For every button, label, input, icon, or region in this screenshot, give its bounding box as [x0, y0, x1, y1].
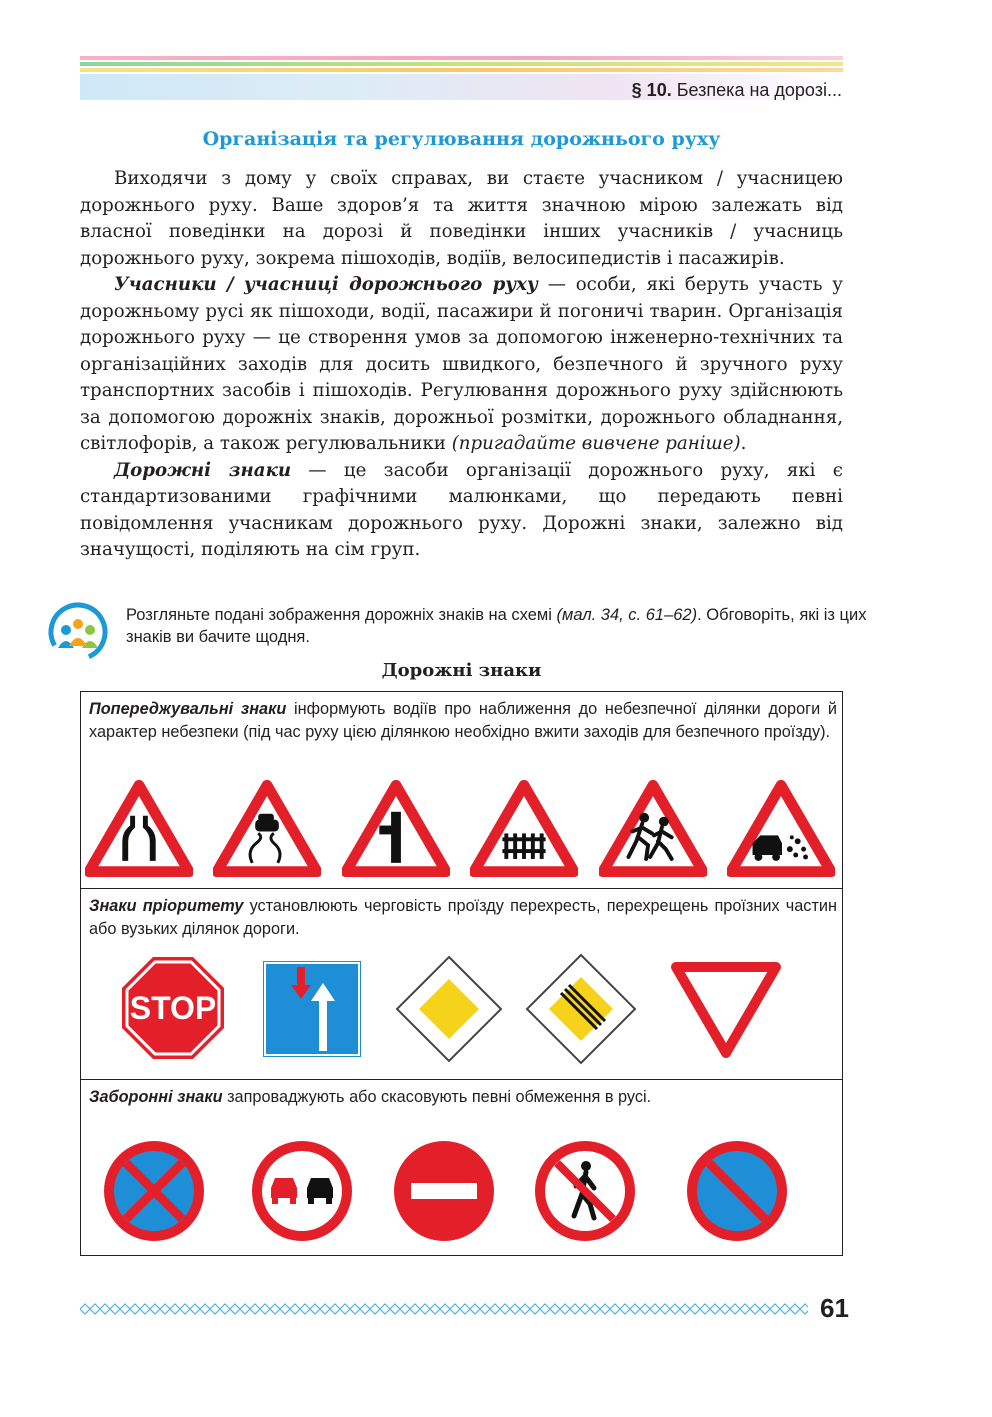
- paragraph-2-text: — особи, які беруть участь у дорожньому русі як пішоходи, водії, пасажири й погоничі тварин. Організація дорожнього руху — це створення умов за допомогою інженерно-технічних та організаційних заходів для досить швидкого, безпечного й зручного руху транспортних засобів і пішоходів. Регулювання дорожнього руху здійснюють за допомогою дорожніх знаків, дорожньої розмітки, дорожнього обладнання, світлофорів, а також регулювальники: [80, 274, 843, 454]
- task-text-b: . Обговоріть, які із цих знаків ви бачите щодня.: [126, 606, 867, 646]
- children-sign-icon: [599, 780, 707, 877]
- no-entry-sign-icon: [391, 1138, 497, 1244]
- group-warning-signs: [81, 692, 842, 889]
- slippery-road-sign-icon: [213, 780, 321, 877]
- railway-crossing-with-barrier-sign-icon: [470, 780, 578, 877]
- group-priority-name: Знаки пріоритету: [89, 897, 244, 915]
- section-heading: Організація та регулювання дорожнього руху: [202, 128, 721, 150]
- page-number: 61: [820, 1293, 849, 1323]
- paragraph-2-end: .: [740, 433, 747, 454]
- no-overtaking-sign-icon: [249, 1138, 355, 1244]
- road-narrows-sign-icon: [85, 780, 193, 877]
- group-priority-desc: [89, 895, 837, 940]
- body-text: [80, 166, 843, 564]
- priority-over-oncoming-sign-icon: [261, 959, 363, 1059]
- side-road-junction-sign-icon: [342, 780, 450, 877]
- footer-wave-decor: [80, 1302, 808, 1316]
- group-warning-name: Попереджувальні знаки: [89, 700, 287, 718]
- group-prohibitory-signs: [81, 1080, 842, 1255]
- paragraph-3: [80, 458, 843, 564]
- group-discussion-icon: [48, 602, 108, 662]
- group-warning-desc: [89, 698, 837, 743]
- section-number: § 10.: [631, 80, 672, 100]
- end-of-main-road-sign-icon: [525, 953, 637, 1065]
- term-participants: Учасники / учасниці дорожнього руху: [114, 274, 538, 295]
- group-prohibitory-desc: [89, 1086, 837, 1109]
- group-priority-text: установлюють черговість проїзду перехресть, перехрещень проїзних частин або вузьких ділянок дороги.: [89, 897, 837, 938]
- task-text: [126, 604, 891, 648]
- signs-title: Дорожні знаки: [381, 660, 542, 681]
- group-prohibitory-name: Заборонні знаки: [89, 1088, 223, 1106]
- task-text-a: Розгляньте подані зображення дорожніх знаків на схемі: [126, 606, 557, 624]
- paragraph-3-text: — це засоби організації дорожнього руху, які є стандартизованими графічними малюнками, що передають певні повідомлення учасникам дорожнього руху. Дорожні знаки, залежно від значущості, поділяють на сім груп.: [80, 459, 843, 560]
- paragraph-2: [80, 272, 843, 458]
- paragraph-1: Виходячи з дому у своїх справах, ви стаєте учасником / учасницею дорожнього руху. Ваше здоров’я та життя значною мірою залежать від власної поведінки на дорозі й поведінки інших учасників / учасниць дорожнього руху, зокрема пішоходів, водіїв, велосипедистів і пасажирів.: [80, 168, 843, 269]
- figure-reference: (мал. 34, с. 61–62): [556, 606, 698, 624]
- no-stopping-sign-icon: [101, 1138, 207, 1244]
- running-head: [632, 80, 842, 101]
- group-prohibitory-text: запроваджують або скасовують певні обмеження в русі.: [222, 1088, 652, 1106]
- stop-sign-icon: [120, 955, 226, 1061]
- group-priority-signs: [81, 889, 842, 1080]
- give-way-sign-icon: [670, 961, 782, 1059]
- group-warning-text: інформують водіїв про наближення до небезпечної ділянки дороги й характер небезпеки (під час руху цією ділянкою необхідно вжити заходів для безпечного проїзду).: [89, 700, 837, 741]
- stop-sign-text: STOP: [129, 990, 217, 1026]
- term-road-signs: Дорожні знаки: [114, 459, 292, 481]
- recall-note: (пригадайте вивчене раніше): [451, 433, 741, 454]
- no-pedestrians-sign-icon: [532, 1138, 638, 1244]
- road-signs-scheme: [80, 691, 843, 1256]
- no-parking-sign-icon: [684, 1138, 790, 1244]
- main-road-sign-icon: [395, 955, 503, 1063]
- section-title: Безпека на дорозі...: [676, 80, 842, 100]
- loose-gravel-sign-icon: [727, 780, 835, 877]
